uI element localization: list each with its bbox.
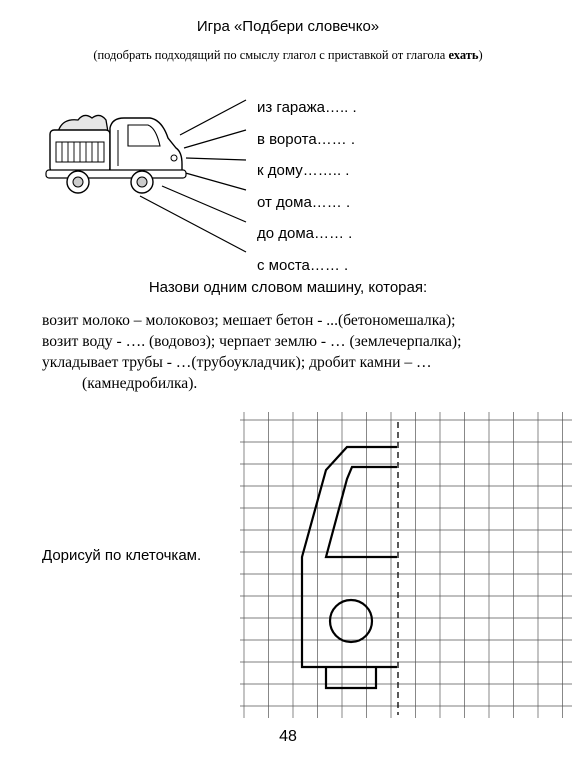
paragraph-line: возит молоко – молоковоз; мешает бетон - ...(бетономешалка);: [42, 312, 456, 329]
bumper-outline: [326, 667, 376, 688]
page-title: Игра «Подбери словечко»: [196, 18, 380, 35]
paragraph-line: укладывает трубы - …(трубоукладчик); дробит камни – …: [42, 354, 432, 371]
phrase-item: с моста…… .: [257, 256, 349, 274]
phrase-item: от дома…… .: [257, 193, 351, 211]
subtitle-text: (подобрать подходящий по смыслу глагол с приставкой от глагола: [93, 48, 449, 62]
drawing-instruction: Дорисуй по клеточкам.: [42, 547, 202, 564]
paragraph-line: возит воду - …. (водовоз); черпает землю - … (землечерпалка);: [42, 333, 462, 350]
subtitle-close: ): [478, 48, 483, 62]
section-heading: Назови одним словом машину, которая:: [148, 279, 428, 296]
headlight-circle: [330, 600, 372, 642]
vehicle-outline: [302, 447, 397, 688]
phrase-item: до дома…… .: [257, 225, 353, 242]
windshield-outline: [326, 467, 397, 557]
phrase-item: из гаража….. .: [257, 99, 357, 116]
phrase-item: к дому…….. .: [257, 162, 350, 179]
phrase-item: в ворота…… .: [257, 130, 356, 148]
paragraph-line: (камнедробилка).: [82, 375, 198, 392]
page-number: 48: [279, 728, 297, 745]
subtitle-verb: ехать: [448, 48, 479, 62]
